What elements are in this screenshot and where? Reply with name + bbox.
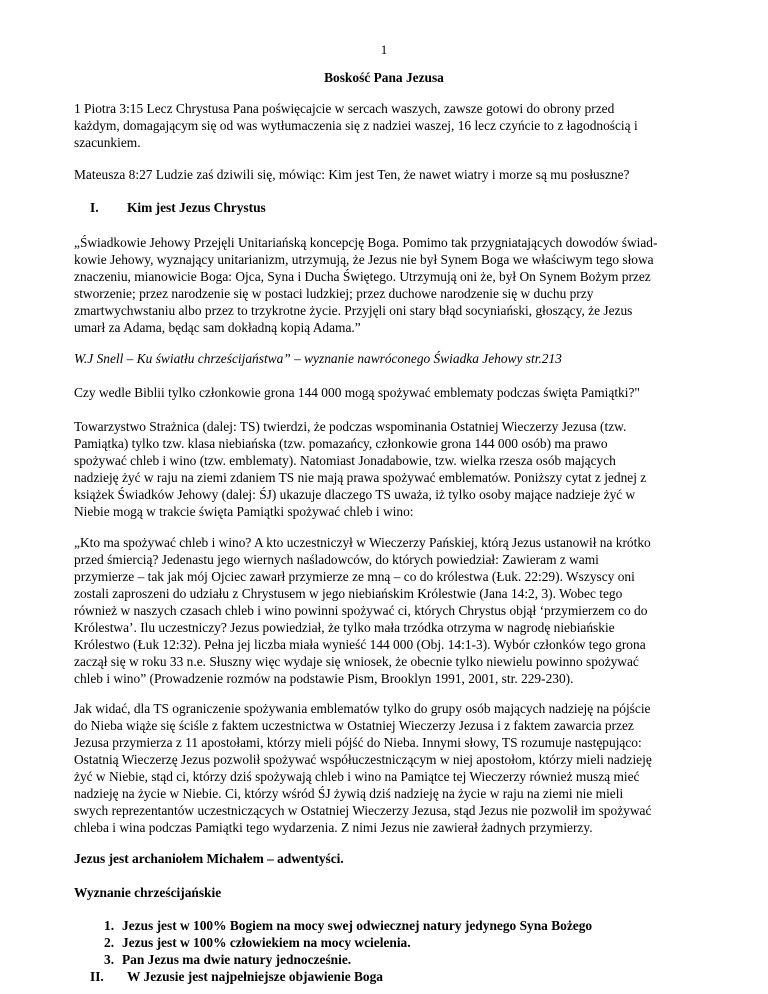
text-line: Towarzystwo Strażnica (dalej: TS) twierdzi, że podczas wspominania Ostatniej Wieczerzy Jezusa (tzw. (74, 419, 627, 434)
text-line: Królestwo (Łuk 12:32). Pełna jej liczba miała wynieść 144 000 (Obj. 14:1-3). Wybór członków tego grona (74, 637, 646, 652)
text-line: zmartwychwstaniu albo przez to trzykrotne życie. Przyjęli oni stary błąd socyniański, głoszący, że Jezus (74, 303, 633, 318)
question: Czy wedle Biblii tylko członkowie grona 144 000 mogą spożywać emblematy podczas święta Pamiątki?" (74, 385, 640, 400)
list-item: Pan Jezus ma dwie natury jednocześnie. (122, 952, 352, 967)
list-number: 3. (104, 952, 115, 967)
text-line: Królestwa’. Ilu uczestniczy? Jezus powiedział, że tylko mała trzódka otrzyma w nagrodę niebiańskie (74, 620, 615, 635)
text-line: „Świadkowie Jehowy Przejęli Unitariańską koncepcję Boga. Pomimo tak przygniatających dowodów świad- (74, 235, 658, 250)
text-line: stworzenie; przez narodzenie się w postaci ludzkiej; przez duchowe narodzenie się w duchu przy (74, 286, 594, 301)
text-line: żyć w Niebie, stąd ci, którzy dziś spożywają chleb i wino na Pamiątce tej Wieczerzy również muszą mieć (74, 769, 640, 784)
verse-1-peter (74, 100, 704, 151)
text-line: Pamiątka) tylko tzw. klasa niebiańska (tzw. pomazańcy, członkowie grona 144 000 osób) ma prawo (74, 436, 608, 451)
text-line: chleba i wina podczas Pamiątki tego wydarzenia. Z nimi Jezus nie zawierał żadnych przymierzy. (74, 820, 593, 835)
text-line: zaczął się w roku 33 n.e. Słuszny więc wydaje się wniosek, że obecnie tylko niewielu powinno spożywać (74, 654, 639, 669)
text-line: przed śmiercią? Jedenastu jego wiernych naśladowców, do których powiedział: Zawieram z wami (74, 552, 599, 567)
text-line: spożywać chleb i wino (tzw. emblematy). Natomiast Jonadabowie, tzw. wielka rzesza osób mających (74, 453, 616, 468)
text-line: kowie Jehowy, wyznający unitarianizm, utrzymują, że Jezus nie był Synem Boga we właściwym tego słowa (74, 252, 654, 267)
quote-snell (74, 234, 704, 336)
page-number: 1 (380, 42, 388, 57)
text-line: nadzieję żyć w raju na ziemi zdaniem TS nie mają prawa spożywać emblematów. Poniższy cytat z jednej z (74, 470, 647, 485)
text-line: Niebie mogą w trakcie święta Pamiątki spożywać chleb i wino: (74, 504, 414, 519)
text-line: 1 Piotra 3:15 Lecz Chrystusa Pana poświęcajcie w sercach waszych, zawsze gotowi do obrony przed (74, 101, 615, 116)
verse-matthew (74, 166, 704, 183)
quote-discussions (74, 534, 704, 687)
text-line: „Kto ma spożywać chleb i wino? A kto uczestniczył w Wieczerzy Pańskiej, którą Jezus ustanowił na krótko (74, 535, 651, 550)
section-2-heading: W Jezusie jest najpełniejsze objawienie Boga (127, 969, 384, 984)
document-title: Boskość Pana Jezusa (324, 70, 444, 85)
text-line: zostali zaproszeni do udziału z Chrystusem w jego niebiańskim Królestwie (Jana 14:2, 3). Wobec tego (74, 586, 623, 601)
heading-confession: Wyznanie chrześcijańskie (74, 885, 222, 900)
text-line: do Nieba wiąże się ściśle z faktem uczestnictwa w Ostatniej Wieczerzy Jezusa i z faktem zawarcia przez (74, 718, 634, 733)
text-line: również w naszych czasach chleb i wino powinni spożywać ci, których Chrystus objął ‘przymierzem co do (74, 603, 648, 618)
list-number: 2. (104, 935, 115, 950)
text-line: książek Świadków Jehowy (dalej: ŚJ) ukazuje dlaczego TS uważa, iż tylko osoby mające nadzieje żyć w (74, 487, 636, 502)
citation: W.J Snell – Ku światłu chrześcijaństwa” – wyznanie nawróconego Świadka Jehowy str.213 (74, 351, 562, 366)
text-line: nadzieję na życie w Niebie. Ci, którzy wśród ŚJ żywią dziś nadzieję na życie w raju na ziemi nie mieli (74, 786, 624, 801)
list-number: 1. (104, 918, 115, 933)
text-line: przymierze – tak jak mój Ojciec zawarł przymierze ze mną – co do królestwa (Łuk. 22:29). Wszyscy oni (74, 569, 635, 584)
paragraph-analysis (74, 700, 704, 836)
text-line: znaczeniu, mianowicie Boga: Ojca, Syna i Ducha Świętego. Utrzymują oni że, był On Synem Bożym przez (74, 269, 651, 284)
section-1-numeral: I. (90, 200, 99, 215)
text-line: Ostatnią Wieczerzę Jezus pozwolił spożywać współuczestniczącym w niej apostołom, którzy mieli nadzieję (74, 752, 652, 767)
text-line: Jak widać, dla TS ograniczenie spożywania emblematów tylko do grupy osób mających nadzieję na pójście (74, 701, 651, 716)
text-line: każdym, domagającym się od was wytłumaczenia się z nadziei waszej, 16 lecz czyńcie to z łagodnością i (74, 118, 638, 133)
section-1-heading: Kim jest Jezus Chrystus (127, 200, 266, 215)
text-line: Mateusza 8:27 Ludzie zaś dziwili się, mówiąc: Kim jest Ten, że nawet wiatry i morze są mu posłuszne? (74, 167, 630, 182)
section-2-numeral: II. (90, 969, 104, 984)
text-line: chleb i wino” (Prowadzenie rozmów na podstawie Pism, Brooklyn 1991, 2001, str. 229-230). (74, 671, 574, 686)
heading-archangel: Jezus jest archaniołem Michałem – adwentyści. (74, 851, 344, 866)
text-line: Jezusa przymierza z 11 apostołami, którzy mieli pójść do Nieba. Innymi słowy, TS rozumuje następująco: (74, 735, 642, 750)
list-item: Jezus jest w 100% człowiekiem na mocy wcielenia. (122, 935, 411, 950)
text-line: swych reprezentantów uczestniczących w Ostatniej Wieczerzy Jezusa, stąd Jezus nie pozwolił im spożywać (74, 803, 652, 818)
text-line: szacunkiem. (74, 135, 141, 150)
text-line: umarł za Adama, będąc sam dokładną kopią Adama.” (74, 320, 361, 335)
paragraph-ts-claim (74, 418, 704, 520)
list-item: Jezus jest w 100% Bogiem na mocy swej odwiecznej natury jedynego Syna Bożego (122, 918, 593, 933)
